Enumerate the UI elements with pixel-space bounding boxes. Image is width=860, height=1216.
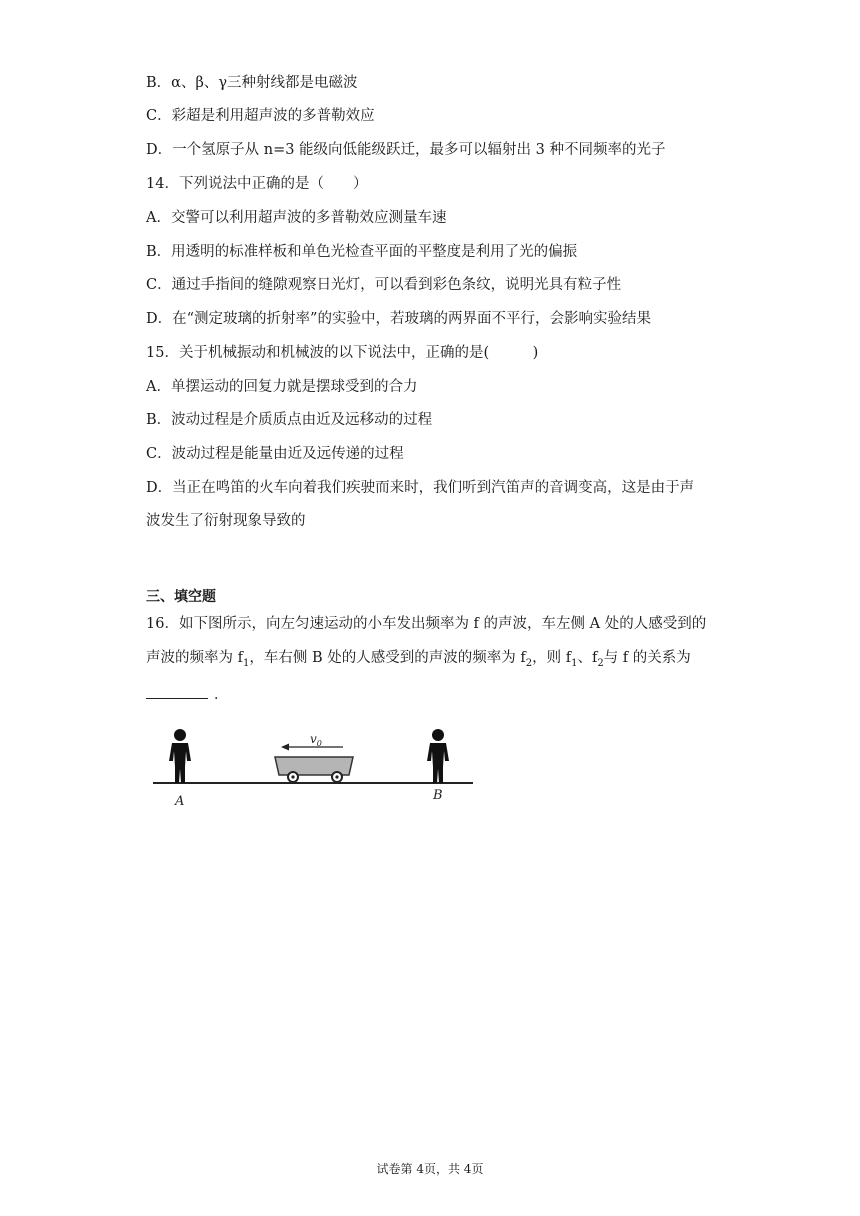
answer-blank[interactable] xyxy=(146,684,208,699)
doppler-figure xyxy=(143,713,477,813)
section-heading-fill-blank: 三、填空题 xyxy=(146,589,216,605)
q16-answer-line: ． xyxy=(146,684,229,705)
q15-option-a: A．单摆运动的回复力就是摆球受到的合力 xyxy=(146,379,418,395)
label-b: B xyxy=(433,788,443,803)
q16-stem-line2: 声波的频率为 $f_1$，车右侧 B 处的人感受到的声波的频率为 $f_2$，则 $f_1$、$f_2$与 f 的关系为 xyxy=(146,650,691,669)
q15-option-c: C．波动过程是能量由近及远传递的过程 xyxy=(146,446,404,462)
q16-stem-line1: 16．如下图所示，向左匀速运动的小车发出频率为 f 的声波，车左侧 A 处的人感受到的 xyxy=(146,616,707,632)
q13-option-d: D．一个氢原子从 n=3 能级向低能级跃迁，最多可以辐射出 3 种不同频率的光子 xyxy=(146,142,666,158)
q14-option-c: C．通过手指间的缝隙观察日光灯，可以看到彩色条纹，说明光具有粒子性 xyxy=(146,277,622,293)
q15-option-d-line2: 波发生了衍射现象导致的 xyxy=(146,513,306,529)
q13-option-b: B．α、β、γ三种射线都是电磁波 xyxy=(146,75,358,91)
q14-option-b: B．用透明的标准样板和单色光检查平面的平整度是利用了光的偏振 xyxy=(146,244,578,260)
q15-option-d-line1: D．当正在鸣笛的火车向着我们疾驶而来时，我们听到汽笛声的音调变高，这是由于声 xyxy=(146,480,695,496)
q15-option-b: B．波动过程是介质质点由近及远移动的过程 xyxy=(146,412,433,428)
q14-option-a: A．交警可以利用超声波的多普勒效应测量车速 xyxy=(146,210,447,226)
q14-stem: 14．下列说法中正确的是（ ） xyxy=(146,176,368,192)
q14-option-d: D．在“测定玻璃的折射率”的实验中，若玻璃的两界面不平行，会影响实验结果 xyxy=(146,311,651,327)
q15-stem: 15．关于机械振动和机械波的以下说法中，正确的是( ) xyxy=(146,345,539,361)
velocity-label: $v_0$ xyxy=(310,732,322,748)
page-footer: 试卷第 4页，共 4页 xyxy=(376,1162,484,1176)
q13-option-c: C．彩超是利用超声波的多普勒效应 xyxy=(146,108,375,124)
label-a: A xyxy=(175,794,185,809)
